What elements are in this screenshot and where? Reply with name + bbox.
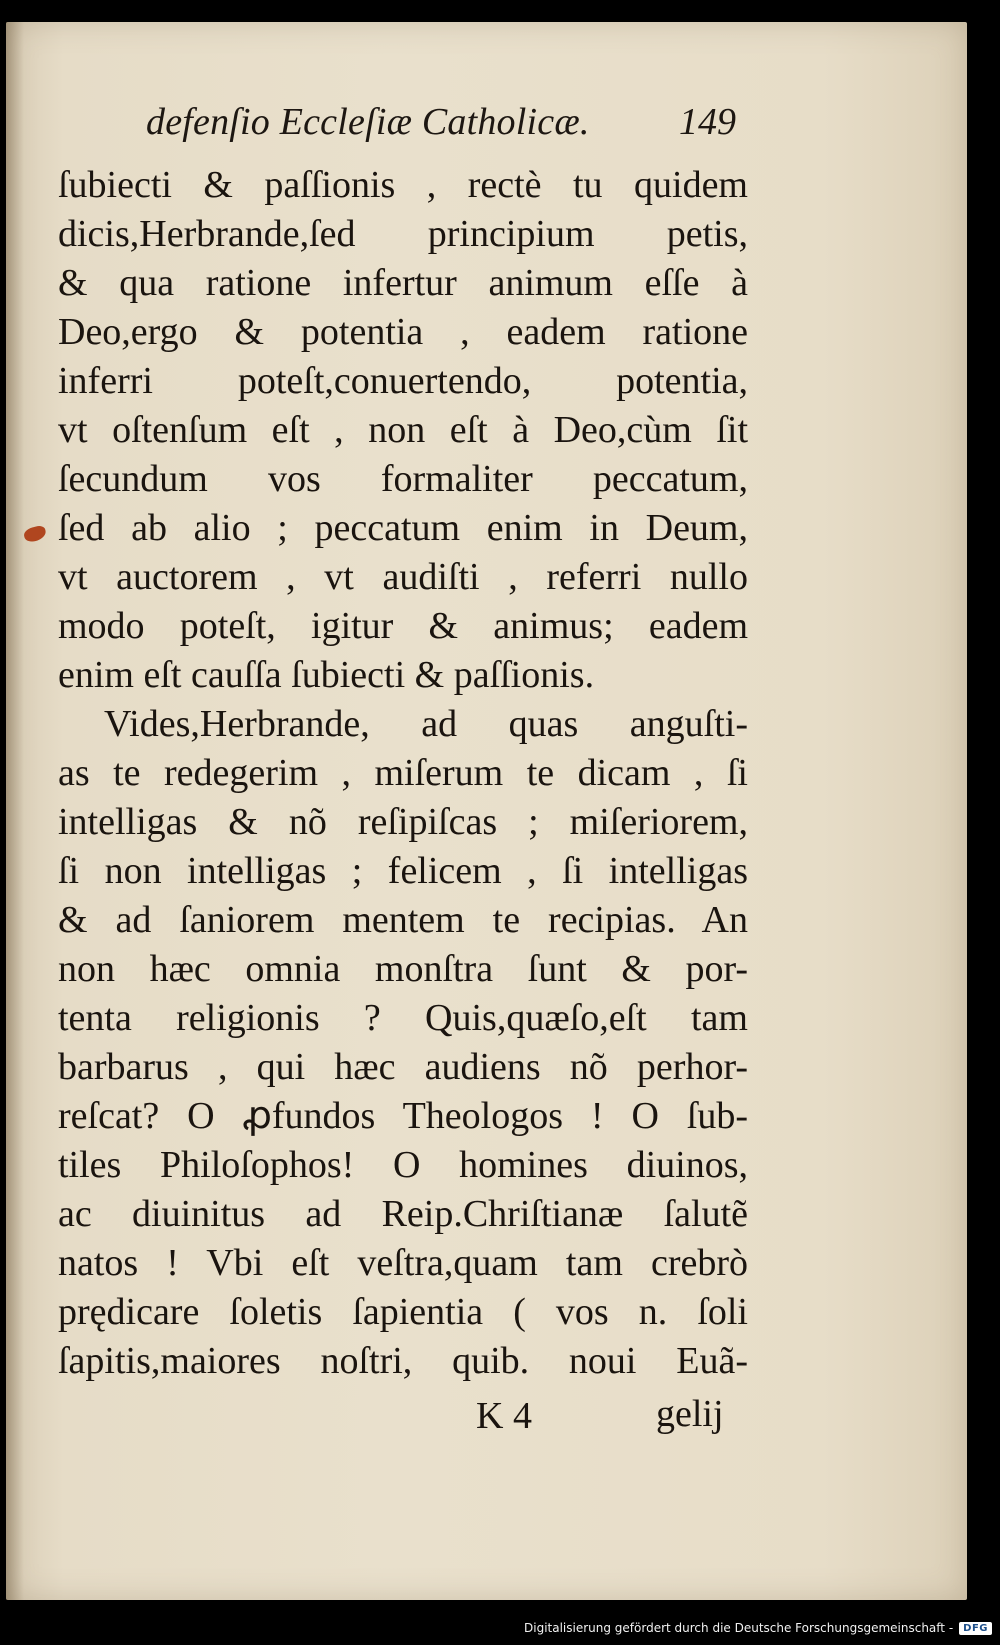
text-line: ſi non intelligas ; felicem , ſi intelligas xyxy=(58,850,748,892)
running-head xyxy=(146,92,736,152)
body-text xyxy=(58,161,748,1386)
text-line: Vides,Herbrande, ad quas anguſti- xyxy=(104,703,748,745)
catchword: gelij xyxy=(656,1393,724,1435)
text-line: vt auctorem , vt audiſti , referri nullo xyxy=(58,556,748,598)
text-line: ſapitis,maiores noſtri, quib. noui Euã- xyxy=(58,1340,748,1382)
text-line: modo poteſt, igitur & animus; eadem xyxy=(58,605,748,647)
footer-credit: Digitalisierung gefördert durch die Deutsche Forschungsgemeinschaft - xyxy=(524,1621,954,1635)
text-line: as te redegerim , miſerum te dicam , ſi xyxy=(58,752,748,794)
spine-shadow xyxy=(6,22,24,1600)
text-line: vt oſtenſum eſt , non eſt à Deo,cùm ſit xyxy=(58,409,748,451)
text-line: ſed ab alio ; peccatum enim in Deum, xyxy=(58,507,748,549)
text-line: intelligas & nõ reſipiſcas ; miſeriorem, xyxy=(58,801,748,843)
text-line: ac diuinitus ad Reip.Chriſtianæ ſalutẽ xyxy=(58,1193,748,1235)
text-line: & qua ratione infertur animum eſſe à xyxy=(58,262,748,304)
text-line: tiles Philoſophos! O homines diuinos, xyxy=(58,1144,748,1186)
text-line: non hæc omnia monſtra ſunt & por- xyxy=(58,948,748,990)
book-page xyxy=(6,22,967,1600)
text-line: enim eſt cauſſa ſubiecti & paſſionis. xyxy=(58,654,595,696)
dfg-logo-icon: DFG xyxy=(959,1622,992,1635)
text-line: barbarus , qui hæc audiens nõ perhor- xyxy=(58,1046,748,1088)
margin-ink-mark xyxy=(23,524,48,543)
text-line: prędicare ſoletis ſapientia ( vos n. ſoli xyxy=(58,1291,748,1333)
text-line: tenta religionis ? Quis,quæſo,eſt tam xyxy=(58,997,748,1039)
text-line: & ad ſaniorem mentem te recipias. An xyxy=(58,899,748,941)
text-line: natos ! Vbi eſt veſtra,quam tam crebrò xyxy=(58,1242,748,1284)
text-line: ſubiecti & paſſionis , rectè tu quidem xyxy=(58,164,748,206)
digitization-footer xyxy=(524,1617,992,1639)
text-line: ſecundum vos formaliter peccatum, xyxy=(58,458,748,500)
text-line: reſcat? O ꝓfundos Theologos ! O ſub- xyxy=(58,1095,748,1137)
running-title: defenſio Eccleſiæ Catholicæ. xyxy=(146,101,590,143)
text-line: inferri poteſt,conuertendo, potentia, xyxy=(58,360,748,402)
text-line: dicis,Herbrande,ſed principium petis, xyxy=(58,213,748,255)
signature-mark: K 4 xyxy=(476,1395,532,1437)
text-line: Deo,ergo & potentia , eadem ratione xyxy=(58,311,748,353)
page-number: 149 xyxy=(679,101,736,143)
